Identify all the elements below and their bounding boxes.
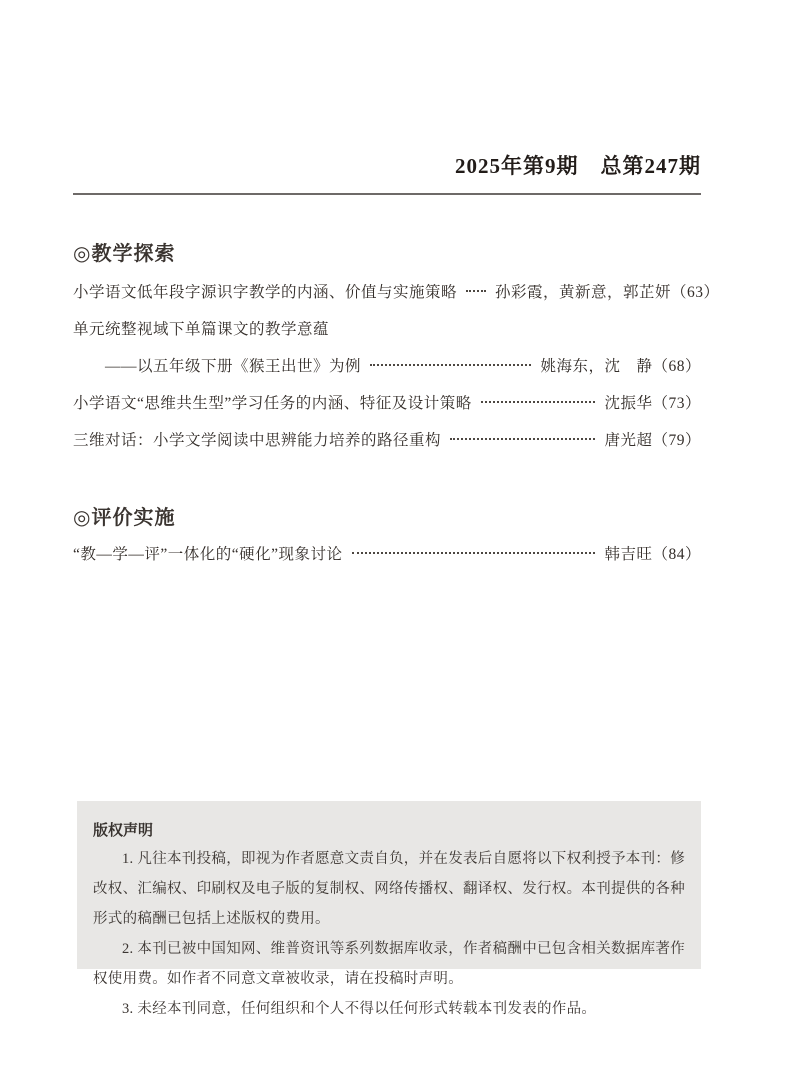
toc-entry — [73, 282, 720, 303]
dot-leader — [481, 401, 596, 403]
copyright-paragraph-1: 1. 凡往本刊投稿，即视为作者愿意文责自负，并在发表后自愿将以下权利授予本刊：修改权、汇编权、印刷权及电子版的复制权、网络传播权、翻译权、发行权。本刊提供的各种形式的稿酬已包括上述版权的费用。 — [93, 851, 685, 927]
entry-authors-page: 沈振华（73） — [604, 395, 701, 412]
entry-title: 小学语文“思维共生型”学习任务的内涵、特征及设计策略 — [73, 395, 472, 412]
entry-authors-page: 唐光超（79） — [604, 432, 701, 449]
masthead-divider — [73, 193, 701, 195]
dot-leader — [352, 552, 596, 554]
page-content — [73, 0, 720, 581]
toc-entry-subtitle — [73, 356, 701, 377]
entry-title: 小学语文低年段字源识字教学的内涵、价值与实施策略 — [73, 284, 458, 301]
toc-entry — [73, 393, 701, 414]
entry-title: 单元统整视域下单篇课文的教学意蕴 — [73, 321, 330, 338]
copyright-paragraph-2: 2. 本刊已被中国知网、维普资讯等系列数据库收录，作者稿酬中已包含相关数据库著作权使用费。如作者不同意文章被收录，请在投稿时声明。 — [93, 941, 685, 987]
toc-entry — [73, 544, 701, 565]
entry-title: 三维对话：小学文学阅读中思辨能力培养的路径重构 — [73, 432, 442, 449]
copyright-title: 版权声明 — [93, 822, 154, 839]
toc-entries-section-1 — [73, 282, 720, 451]
section-header-evaluation-practice: ◎评价实施 — [73, 507, 176, 529]
entry-title: “教—学—评”一体化的“硬化”现象讨论 — [73, 546, 343, 563]
entry-authors-page: 韩吉旺（84） — [604, 546, 701, 563]
section-header-teaching-exploration: ◎教学探索 — [73, 243, 176, 265]
copyright-paragraph-3: 3. 未经本刊同意，任何组织和个人不得以任何形式转载本刊发表的作品。 — [122, 1001, 597, 1017]
toc-entry — [73, 319, 701, 340]
entry-authors-page: 姚海东，沈 静（68） — [540, 358, 701, 375]
dot-leader — [370, 364, 531, 366]
issue-label: 2025年第9期 总第247期 — [455, 154, 701, 178]
toc-entry — [73, 430, 701, 451]
toc-entries-section-2 — [73, 544, 701, 565]
dot-leader — [450, 438, 595, 440]
entry-authors-page: 孙彩霞，黄新意，郭芷妍（63） — [495, 284, 720, 301]
copyright-notice-box — [77, 801, 701, 1017]
dot-leader — [466, 290, 486, 292]
entry-subtitle: ——以五年级下册《猴王出世》为例 — [105, 358, 362, 375]
